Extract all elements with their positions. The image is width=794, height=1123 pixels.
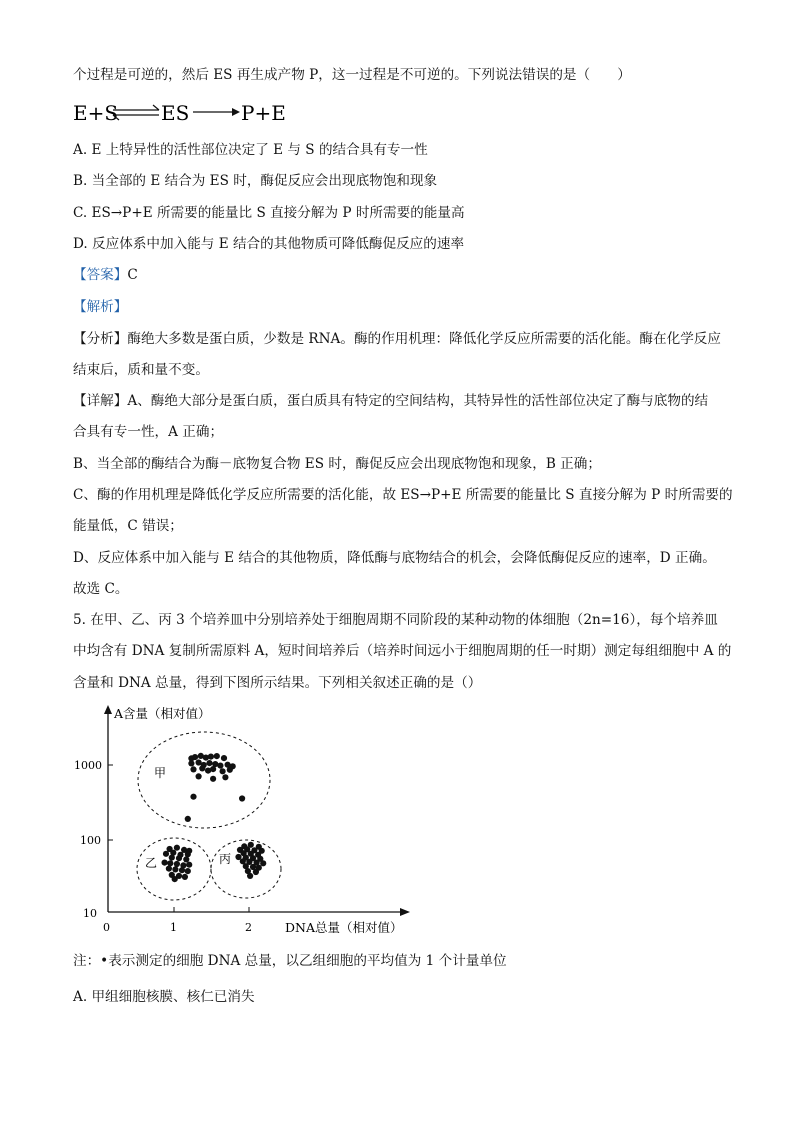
- analysis-heading: [73, 298, 127, 316]
- x-tick-label: 2: [245, 921, 252, 934]
- xiangjie-line-4: C、酶的作用机理是降低化学反应所需要的活化能，故 ES→P+E 所需要的能量比 S 直接分解为 P 时所需要的: [73, 487, 733, 503]
- data-point: [260, 860, 266, 866]
- answer-value: C: [127, 267, 138, 283]
- x-axis-arrow: [400, 908, 410, 916]
- y-axis-label: A含量（相对值）: [114, 706, 211, 721]
- equation-right: P+E: [241, 101, 286, 125]
- data-point: [208, 754, 214, 760]
- data-point: [179, 867, 185, 873]
- data-point: [222, 774, 228, 780]
- reaction-equation-svg: [73, 100, 286, 126]
- q5-stem-2: 中均含有 DNA 复制所需原料 A，短时间培养后（培养时间远小于细胞周期的任一时期）测定每组细胞中 A 的: [73, 643, 732, 659]
- data-point: [185, 868, 191, 874]
- y-tick-label: 1000: [74, 759, 102, 772]
- xiangjie-line-6: D、反应体系中加入能与 E 结合的其他物质，降低酶与底物结合的机会，会降低酶促反应的速率，D 正确。: [73, 550, 716, 566]
- data-point: [172, 866, 178, 872]
- data-point: [192, 754, 198, 760]
- data-point: [227, 767, 233, 773]
- xiangjie-line-5: 能量低，C 错误；: [73, 518, 183, 534]
- xiangjie-text-1: A、酶绝大部分是蛋白质，蛋白质具有特定的空间结构，其特异性的活性部位决定了酶与底物的结: [127, 393, 709, 409]
- data-point: [206, 760, 212, 766]
- data-point: [174, 861, 180, 867]
- data-points: [162, 753, 267, 882]
- data-point: [172, 876, 178, 882]
- data-point: [186, 862, 192, 868]
- x-axis-label: DNA总量（相对值）: [285, 920, 403, 935]
- group-label-bing: 丙: [219, 852, 232, 866]
- data-point: [169, 855, 175, 861]
- data-point: [210, 766, 216, 772]
- data-point: [190, 766, 196, 772]
- q5-stem-1: 5. 在甲、乙、丙 3 个培养皿中分别培养处于细胞周期不同阶段的某种动物的体细胞（2n=16），每个培养皿: [73, 612, 718, 628]
- answer-line: [73, 266, 138, 284]
- fenxi-tag: 【分析】: [73, 331, 128, 347]
- y-axis-arrow: [104, 705, 112, 714]
- equation-left: E+S: [73, 101, 119, 125]
- xiangjie-line-2: 合具有专一性，A 正确；: [73, 424, 224, 440]
- x-tick-label: 1: [170, 921, 177, 934]
- q5-note: 注：•表示测定的细胞 DNA 总量，以乙组细胞的平均值为 1 个计量单位: [73, 953, 507, 969]
- data-point: [217, 763, 223, 769]
- analysis-tag: 【解析】: [73, 299, 128, 315]
- xiangjie-line-3: B、当全部的酶结合为酶－底物复合物 ES 时，酶促反应会出现底物饱和现象，B 正确；: [73, 456, 601, 472]
- q4-option-b: B. 当全部的 E 结合为 ES 时，酶促反应会出现底物饱和现象: [73, 173, 438, 189]
- group-label-jia: 甲: [154, 766, 167, 780]
- data-point: [183, 856, 189, 862]
- fenxi-line-2: 结束后，质和量不变。: [73, 362, 209, 378]
- q4-option-d: D. 反应体系中加入能与 E 结合的其他物质可降低酶促反应的速率: [73, 236, 465, 252]
- data-point: [210, 776, 216, 782]
- data-point: [166, 866, 172, 872]
- equation-mid: ES: [161, 101, 190, 125]
- xiangjie-line-7: 故选 C。: [73, 581, 129, 597]
- data-point: [162, 860, 168, 866]
- q4-option-a: A. E 上特异性的活性部位决定了 E 与 S 的结合具有专一性: [73, 142, 428, 158]
- data-point: [239, 795, 245, 801]
- xiangjie-tag: 【详解】: [73, 393, 128, 409]
- y-tick-label: 100: [80, 834, 101, 847]
- data-point: [185, 816, 191, 822]
- scatter-chart: [74, 700, 420, 935]
- answer-tag: 【答案】: [73, 267, 128, 283]
- q4-intro-tail: 个过程是可逆的，然后 ES 再生成产物 P，这一过程是不可逆的。下列说法错误的是（ ）: [73, 67, 631, 83]
- q5-stem-3: 含量和 DNA 总量，得到下图所示结果。下列相关叙述正确的是（）: [73, 675, 482, 691]
- y-tick-label: 10: [83, 907, 97, 920]
- fenxi-line-1: [73, 330, 721, 348]
- data-point: [174, 845, 180, 851]
- data-point: [214, 753, 220, 759]
- data-point: [176, 855, 182, 861]
- data-point: [253, 869, 259, 875]
- data-point: [190, 794, 196, 800]
- group-label-yi: 乙: [145, 856, 158, 870]
- data-point: [247, 873, 253, 879]
- group-jia-ellipse: [138, 732, 270, 828]
- x-tick-label: 0: [103, 921, 110, 934]
- data-point: [221, 755, 227, 761]
- data-point: [199, 765, 205, 771]
- q5-option-a: A. 甲组细胞核膜、核仁已消失: [73, 989, 255, 1005]
- data-point: [167, 860, 173, 866]
- data-point: [220, 768, 226, 774]
- reaction-equation: [73, 100, 286, 132]
- q4-option-c: C. ES→P+E 所需要的能量比 S 直接分解为 P 时所需要的能量高: [73, 205, 465, 221]
- fenxi-text-1: 酶绝大多数是蛋白质，少数是 RNA。酶的作用机理：降低化学反应所需要的活化能。酶在化学反应: [127, 331, 721, 347]
- data-point: [188, 760, 194, 766]
- data-point: [182, 874, 188, 880]
- xiangjie-line-1: [73, 392, 708, 410]
- data-point: [196, 773, 202, 779]
- data-point: [163, 851, 169, 857]
